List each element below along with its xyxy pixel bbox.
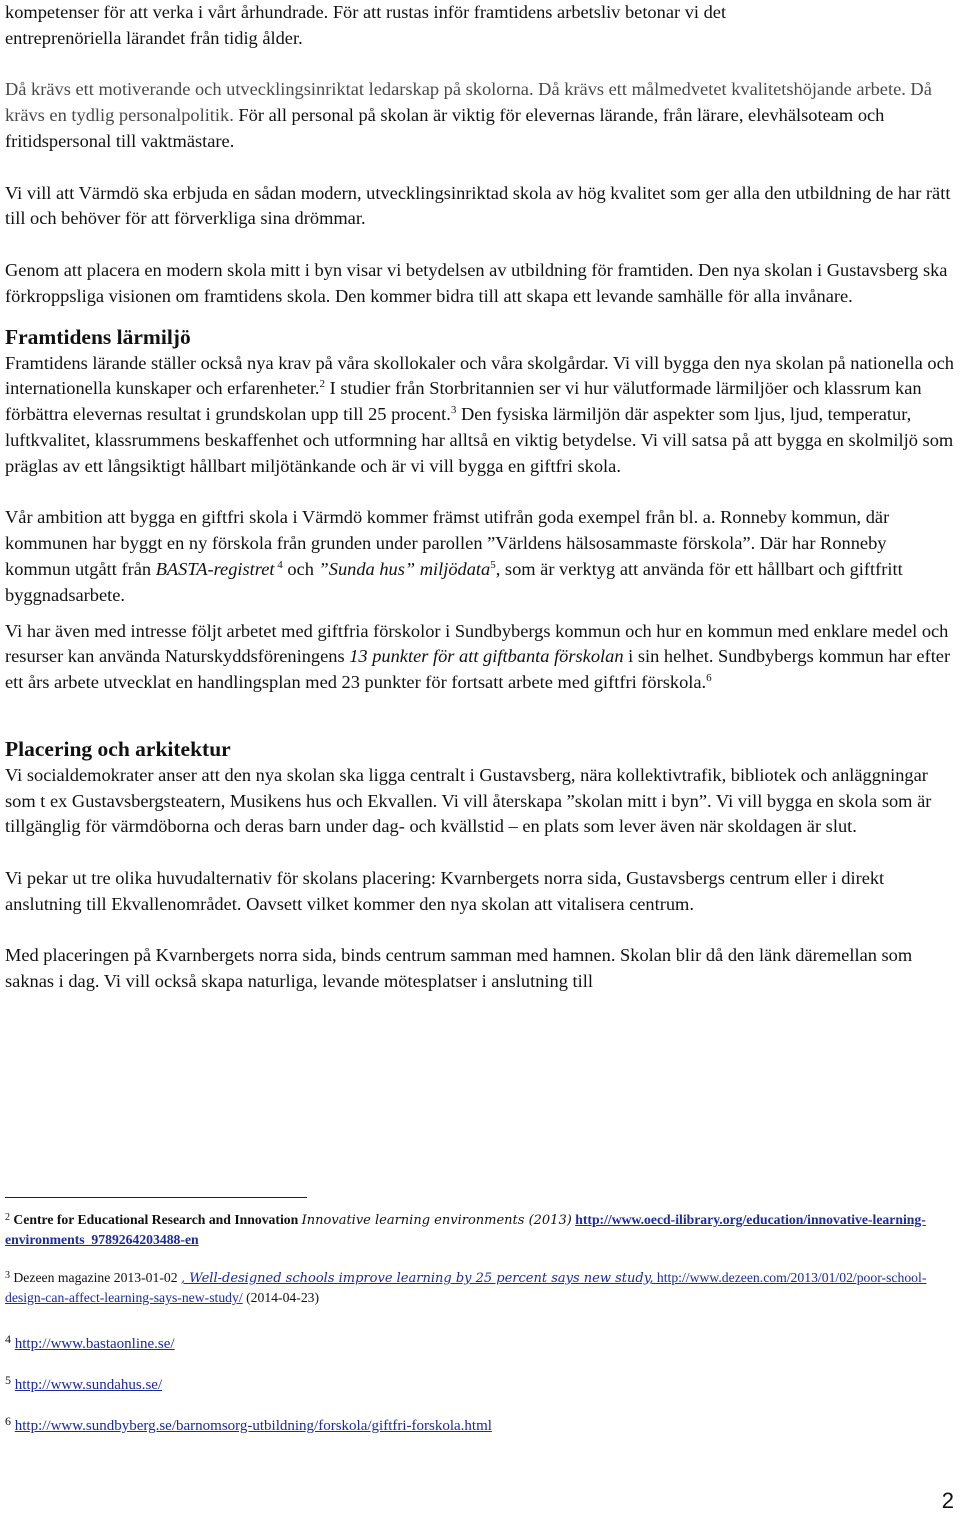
footnote-link[interactable]: http://www.dezeen.com/2013/01/02/poor-school-design-can-affect-learning-says-new-study/ [5, 1270, 927, 1305]
paragraph: kompetenser för att verka i vårt århundrade. För att rustas inför framtidens arbetsliv betonar vi det entreprenöriella lärandet från tidig ålder. [5, 2, 727, 48]
footnote-link[interactable]: http://www.sundahus.se/ [14, 1377, 163, 1393]
footnote-6: $^6$ http://www.sundbyberg.se/barnomsorg-utbildning/forskola/giftfri-forskola.html [5, 1414, 492, 1434]
footnote-ref[interactable]: 6 [706, 672, 712, 685]
paragraph: Vår ambition att bygga en giftfri skola i Värmdö kommer främst utifrån goda exempel från bl. a. Ronneby kommun, där kommunen har byggt en ny förskola från grunden under parollen ”Världens hälsosammaste förskola”. Där har Ronneby kommun utgått från BASTA-registret $^4$ och ”Sunda hus” miljödata$^5$, som är verktyg att använda för ett hållbart och giftfritt byggnadsarbete. [5, 507, 903, 605]
main-text [5, 0, 955, 995]
footnote-ref[interactable]: 5 [490, 558, 496, 571]
section-heading: Placering och arkitektur [5, 736, 231, 761]
paragraph: Vi har även med intresse följt arbetet med giftfria förskolor i Sundbybergs kommun och hur en kommun med enklare medel och resurser kan använda Naturskyddsföreningens 13 punkter för att giftbanta förskolan i sin helhet. Sundbybergs kommun har efter ett års arbete utvecklat en handlingsplan med 23 punkter för fortsatt arbete med giftfri förskola.$^6$ [5, 620, 951, 693]
paragraph: Med placeringen på Kvarnbergets norra sida, binds centrum samman med hamnen. Skolan blir då den länk däremellan som saknas i dag. Vi vill också skapa naturliga, levande mötesplatser i anslutning till [5, 945, 913, 992]
paragraph: Vi socialdemokrater anser att den nya skolan ska ligga centralt i Gustavsberg, nära kollektivtrafik, bibliotek och anläggningar som t ex Gustavsbergsteatern, Musikens hus och Ekvallen. Vi vill återskapa ”skolan mitt i byn”. Vi vill bygga en skola som är tillgänglig för värmdöborna och deras barn under dag- och kvällstid – en plats som lever även när skoldagen är slut. [5, 764, 932, 837]
footnote-title-link[interactable]: , Well-designed schools improve learning by 25 percent says new study, [181, 1271, 654, 1286]
footnote-3: $^3$ Dezeen magazine 2013-01-02 , Well-designed schools improve learning by 25 percent says new study, http://www.dezeen.com/2013/01/02/poor-school-design-can-affect-learning-says-new-study/ (2014-04-23) [5, 1270, 927, 1305]
footnote-4: $^4$ http://www.bastaonline.se/ [5, 1332, 175, 1352]
footnote-ref[interactable]: 2 [319, 378, 326, 391]
footnote-link[interactable]: http://www.bastaonline.se/ [14, 1336, 175, 1352]
footnote-2: $^2$ Centre for Educational Research and Innovation Innovative learning environments (2013) http://www.oecd-ilibrary.org/education/innovative-learning-environments_9789264203488-en [5, 1212, 926, 1247]
paragraph: Framtidens lärande ställer också nya krav på våra skollokaler och våra skolgårdar. Vi vill bygga den nya skolan på nationella och internationella kunskaper och erfarenheter.$^2$ I studier från Storbritannien ser vi hur välutformade lärmiljöer och klassrum kan förbättra elevernas resultat i grundskolan upp till 25 procent.$^3$ Den fysiska lärmiljön där aspekter som ljus, ljud, temperatur, luftkvalitet, klassrummens beskaffenhet och utformning har alltså en viktig betydelse. Vi vill satsa på att bygga en skolmiljö som präglas av ett långsiktigt hållbart miljötänkande och är vi vill bygga en giftfri skola. [5, 352, 954, 476]
page-number: 2 [941, 1488, 954, 1513]
footnote-link[interactable]: http://www.sundbyberg.se/barnomsorg-utbildning/forskola/giftfri-forskola.html [14, 1418, 492, 1434]
section-heading: Framtidens lärmiljö [5, 324, 191, 349]
paragraph: Då krävs ett motiverande och utvecklingsinriktat ledarskap på skolorna. Då krävs ett målmedvetet kvalitetshöjande arbete. Då krävs en tydlig personalpolitik. För all personal på skolan är viktig för elevernas lärande, från lärare, elevhälsoteam och fritidspersonal till vaktmästare. [5, 79, 932, 151]
footnote-link[interactable]: http://www.oecd-ilibrary.org/education/innovative-learning-environments_9789264203488-en [5, 1212, 926, 1247]
paragraph: Vi vill att Värmdö ska erbjuda en sådan modern, utvecklingsinriktad skola av hög kvalitet som ger alla den utbildning de har rätt till och behöver för att förverkliga sina drömmar. [5, 182, 951, 229]
paragraph: Vi pekar ut tre olika huvudalternativ för skolans placering: Kvarnbergets norra sida, Gustavsbergs centrum eller i direkt anslutning till Ekvallenområdet. Oavsett vilket kommer den nya skolan att vitalisera centrum. [5, 867, 885, 914]
footnote-5: $^5$ http://www.sundahus.se/ [5, 1373, 163, 1393]
footnote-ref[interactable]: 3 [450, 404, 457, 417]
paragraph: Genom att placera en modern skola mitt i byn visar vi betydelsen av utbildning för framtiden. Den nya skolan i Gustavsberg ska förkroppsliga visionen om framtidens skola. Den kommer bidra till att skapa ett levande samhälle för alla invånare. [5, 259, 948, 306]
footnote-ref[interactable]: 4 [274, 558, 283, 571]
footnote-divider [5, 1197, 307, 1198]
